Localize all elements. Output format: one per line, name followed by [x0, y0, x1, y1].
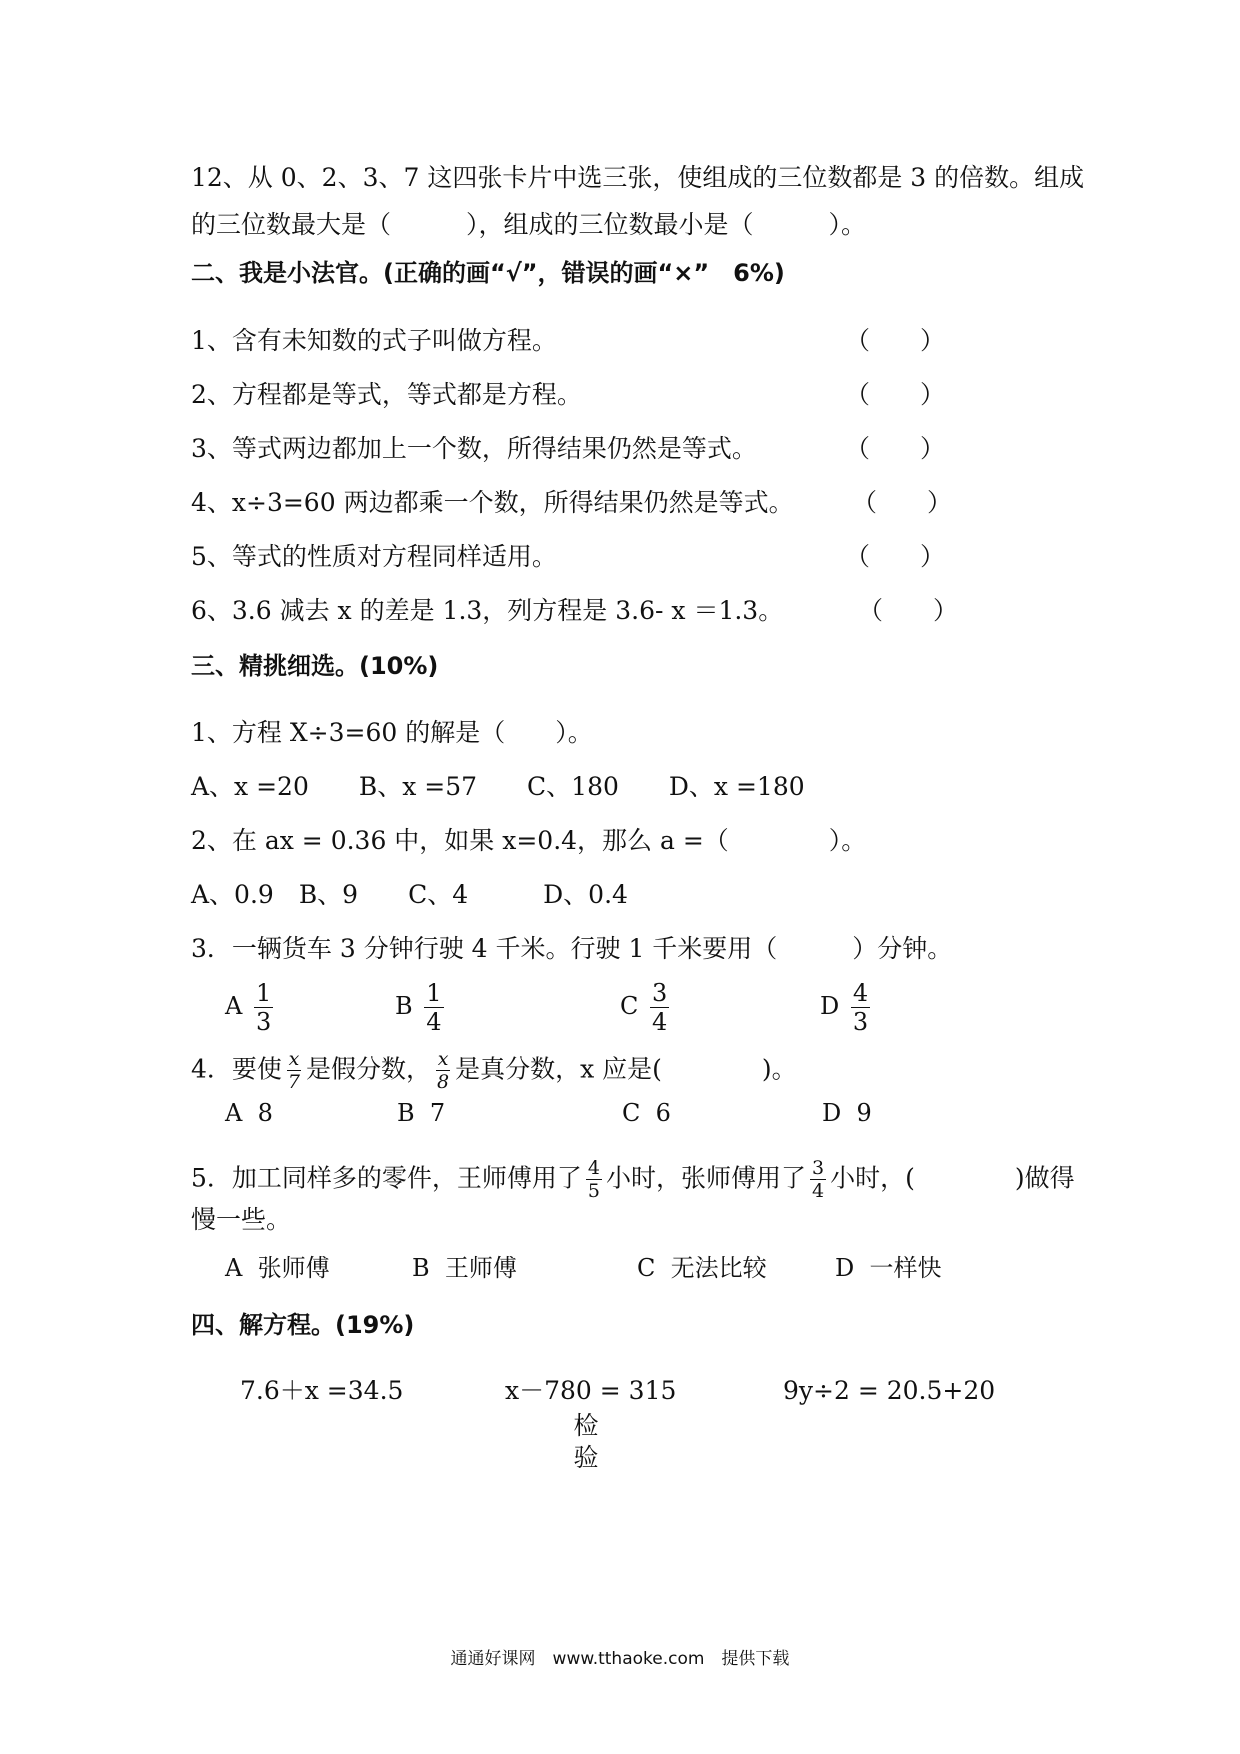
numerator: 4 — [587, 1157, 601, 1179]
choice-q5-option-a — [225, 1253, 330, 1283]
option-letter: C — [637, 1254, 656, 1282]
choice-q4-option-d — [822, 1098, 872, 1128]
fraction-4-over-5 — [586, 1159, 602, 1201]
q5-prefix: 5．加工同样多的零件，王师傅用了 — [191, 1163, 582, 1193]
option-value: 王师傅 — [444, 1254, 517, 1282]
option-letter: B — [395, 992, 413, 1020]
choice-q4-option-b — [397, 1098, 445, 1128]
tf-item-2: 2、方程都是等式，等式都是方程。 — [191, 380, 582, 409]
option-letter: A — [225, 1254, 243, 1282]
option-letter: D — [822, 1099, 842, 1127]
option-value: 6 — [655, 1099, 671, 1127]
numerator: 1 — [255, 979, 272, 1007]
equation-3: 9y÷2 = 20.5+20 — [783, 1376, 996, 1405]
choice-q2-options: A、0.9 B、9 C、4 D、0.4 — [191, 880, 628, 909]
numerator: 3 — [652, 979, 668, 1007]
tf-item-6: 6、3.6 减去 x 的差是 1.3，列方程是 3.6- x ＝1.3。 — [191, 596, 784, 625]
option-value: 8 — [257, 1099, 273, 1127]
option-value: 无法比较 — [670, 1254, 767, 1282]
choice-q2: 2、在 ax = 0.36 中，如果 x=0.4，那么 a =（ ）。 — [191, 826, 867, 855]
choice-q1-options: A、x =20 B、x =57 C、180 D、x =180 — [191, 772, 805, 801]
choice-q3-option-c — [620, 981, 673, 1034]
tf-item-5: 5、等式的性质对方程同样适用。 — [191, 542, 557, 571]
tf-blank-3[interactable]: （ ） — [845, 434, 946, 463]
numerator: 4 — [852, 979, 869, 1007]
option-value: 7 — [429, 1099, 446, 1127]
tf-blank-1[interactable]: （ ） — [845, 326, 946, 355]
option-letter: A — [225, 992, 243, 1020]
option-letter: C — [622, 1099, 641, 1127]
fraction-x-over-8 — [435, 1050, 451, 1092]
choice-q3-option-b — [395, 981, 448, 1034]
denominator: 8 — [437, 1071, 450, 1093]
option-letter: B — [397, 1099, 415, 1127]
numerator: x — [437, 1048, 449, 1070]
choice-q3: 3．一辆货车 3 分钟行驶 4 千米。行驶 1 千米要用（ ）分钟。 — [191, 934, 953, 963]
option-letter: B — [412, 1254, 430, 1282]
fraction — [254, 981, 273, 1034]
choice-q5-option-b — [412, 1253, 517, 1283]
denominator: 3 — [255, 1008, 272, 1036]
tf-item-1: 1、含有未知数的式子叫做方程。 — [191, 326, 557, 355]
tf-item-4: 4、x÷3=60 两边都乘一个数，所得结果仍然是等式。 — [191, 488, 794, 517]
question-12-line-1: 12、从 0、2、3、7 这四张卡片中选三张，使组成的三位数都是 3 的倍数。组成 — [191, 163, 1085, 192]
option-value: 9 — [856, 1099, 872, 1127]
denominator: 5 — [587, 1180, 601, 1202]
tf-blank-6[interactable]: （ ） — [858, 596, 959, 625]
fraction-3-over-4 — [810, 1159, 826, 1201]
q4-prefix: 4．要使 — [191, 1054, 282, 1084]
section-2-title: 二、我是小法官。(正确的画“√”，错误的画“×” 6%) — [191, 259, 785, 287]
choice-q5 — [191, 1159, 1075, 1201]
fraction-x-over-7 — [286, 1050, 302, 1092]
question-12-line-2: 的三位数最大是（ ），组成的三位数最小是（ ）。 — [191, 210, 867, 239]
page-footer: 通通好课网 www.tthaoke.com 提供下载 — [450, 1649, 790, 1669]
q5-suffix: 小时，( )做得 — [830, 1163, 1075, 1193]
option-letter: A — [225, 1099, 243, 1127]
numerator: 1 — [426, 979, 442, 1007]
choice-q4-option-c — [622, 1098, 671, 1128]
section-3-title: 三、精挑细选。(10%) — [191, 652, 439, 680]
tf-blank-5[interactable]: （ ） — [845, 542, 946, 571]
option-value: 一样快 — [869, 1254, 942, 1282]
check-label-char-1: 检 — [573, 1411, 599, 1440]
fraction — [851, 981, 870, 1034]
choice-q4 — [191, 1050, 797, 1092]
denominator: 4 — [812, 1180, 825, 1202]
option-letter: C — [620, 992, 639, 1020]
choice-q4-option-a — [225, 1098, 273, 1128]
fraction — [650, 981, 669, 1034]
choice-q5-option-d — [835, 1253, 942, 1283]
numerator: 3 — [812, 1157, 825, 1179]
q4-mid: 是假分数， — [306, 1054, 432, 1084]
choice-q5-line-2: 慢一些。 — [191, 1205, 292, 1234]
choice-q1: 1、方程 X÷3=60 的解是（ ）。 — [191, 718, 593, 747]
denominator: 4 — [426, 1008, 442, 1036]
denominator: 3 — [852, 1008, 869, 1036]
choice-q5-option-c — [637, 1253, 767, 1283]
fraction — [424, 981, 443, 1034]
option-letter: D — [820, 992, 840, 1020]
numerator: x — [288, 1048, 300, 1070]
equation-1: 7.6＋x =34.5 — [240, 1376, 404, 1405]
denominator: 4 — [652, 1008, 668, 1036]
option-letter: D — [835, 1254, 855, 1282]
check-label-char-2: 验 — [573, 1443, 599, 1472]
choice-q3-option-a — [225, 981, 277, 1034]
section-4-title: 四、解方程。(19%) — [191, 1311, 415, 1339]
option-value: 张师傅 — [257, 1254, 330, 1282]
q4-suffix: 是真分数，x 应是( )。 — [455, 1054, 797, 1084]
tf-blank-4[interactable]: （ ） — [852, 488, 953, 517]
tf-blank-2[interactable]: （ ） — [845, 380, 946, 409]
denominator: 7 — [287, 1071, 300, 1093]
equation-2: x－780 = 315 — [505, 1376, 677, 1405]
q5-mid: 小时，张师傅用了 — [606, 1163, 807, 1193]
tf-item-3: 3、等式两边都加上一个数，所得结果仍然是等式。 — [191, 434, 757, 463]
choice-q3-option-d — [820, 981, 874, 1034]
